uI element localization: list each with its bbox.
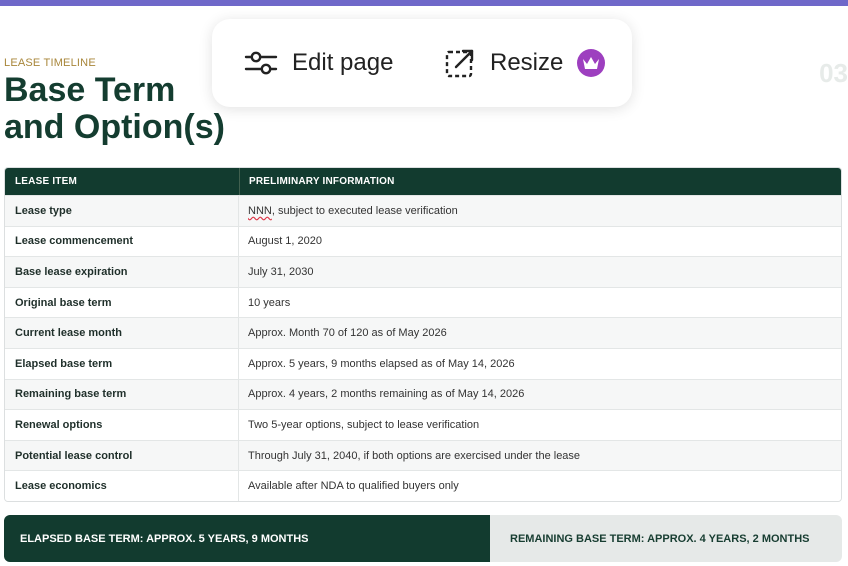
edit-page-label: Edit page (292, 49, 394, 76)
lease-item-cell: Lease economics (5, 471, 239, 501)
resize-button[interactable] (444, 43, 605, 83)
page-title-line-2: and Option(s) (4, 108, 225, 146)
table-row (5, 409, 841, 440)
info-cell: July 31, 2030 (248, 265, 314, 278)
info-cell: Approx. 5 years, 9 months elapsed as of May 14, 2026 (248, 357, 515, 370)
lease-timeline-table (4, 167, 842, 502)
table-row (5, 226, 841, 257)
spellcheck-flagged-word: NNN (248, 204, 272, 217)
info-cell: Available after NDA to qualified buyers only (248, 480, 459, 493)
table-body (5, 195, 841, 501)
column-header-preliminary-information: PRELIMINARY INFORMATION (239, 168, 841, 195)
table-row (5, 440, 841, 471)
info-cell: Through July 31, 2040, if both options are exercised under the lease (248, 449, 581, 462)
lease-item-cell: Renewal options (5, 410, 239, 440)
lease-item-cell: Remaining base term (5, 380, 239, 410)
edit-page-button[interactable] (244, 43, 393, 83)
lease-item-cell: Potential lease control (5, 441, 239, 471)
floating-toolbar (212, 19, 632, 107)
sliders-icon (244, 48, 278, 78)
resize-icon (444, 47, 476, 79)
section-eyebrow: LEASE TIMELINE (4, 57, 96, 69)
page-number: 03 (819, 58, 848, 88)
table-row (5, 195, 841, 226)
table-row (5, 256, 841, 287)
table-row (5, 348, 841, 379)
table-row (5, 379, 841, 410)
column-header-lease-item: LEASE ITEM (15, 176, 78, 187)
table-row (5, 317, 841, 348)
table-row (5, 470, 841, 501)
info-cell: 10 years (248, 296, 291, 309)
info-cell: Two 5-year options, subject to lease verification (248, 418, 480, 431)
table-header (5, 168, 841, 195)
lease-item-cell: Current lease month (5, 318, 239, 348)
lease-item-cell: Elapsed base term (5, 349, 239, 379)
info-cell (239, 205, 841, 217)
table-row (5, 287, 841, 318)
lease-item-cell: Original base term (5, 288, 239, 318)
info-cell: August 1, 2020 (248, 235, 323, 248)
resize-label: Resize (490, 49, 564, 76)
lease-item-cell: Lease type (5, 196, 239, 226)
elapsed-term-label: ELAPSED BASE TERM: APPROX. 5 YEARS, 9 MONTHS (4, 515, 490, 562)
page-title-line-1: Base Term (4, 71, 176, 109)
info-text: , subject to executed lease verification (271, 204, 458, 217)
crown-icon (577, 49, 605, 77)
lease-item-cell: Lease commencement (5, 227, 239, 257)
remaining-term-label: REMAINING BASE TERM: APPROX. 4 YEARS, 2 MONTHS (490, 515, 842, 562)
base-term-summary-bar (4, 515, 842, 562)
lease-item-cell: Base lease expiration (5, 257, 239, 287)
top-accent-rule (0, 0, 848, 6)
info-cell: Approx. Month 70 of 120 as of May 2026 (248, 327, 447, 340)
info-cell: Approx. 4 years, 2 months remaining as of May 14, 2026 (248, 388, 525, 401)
